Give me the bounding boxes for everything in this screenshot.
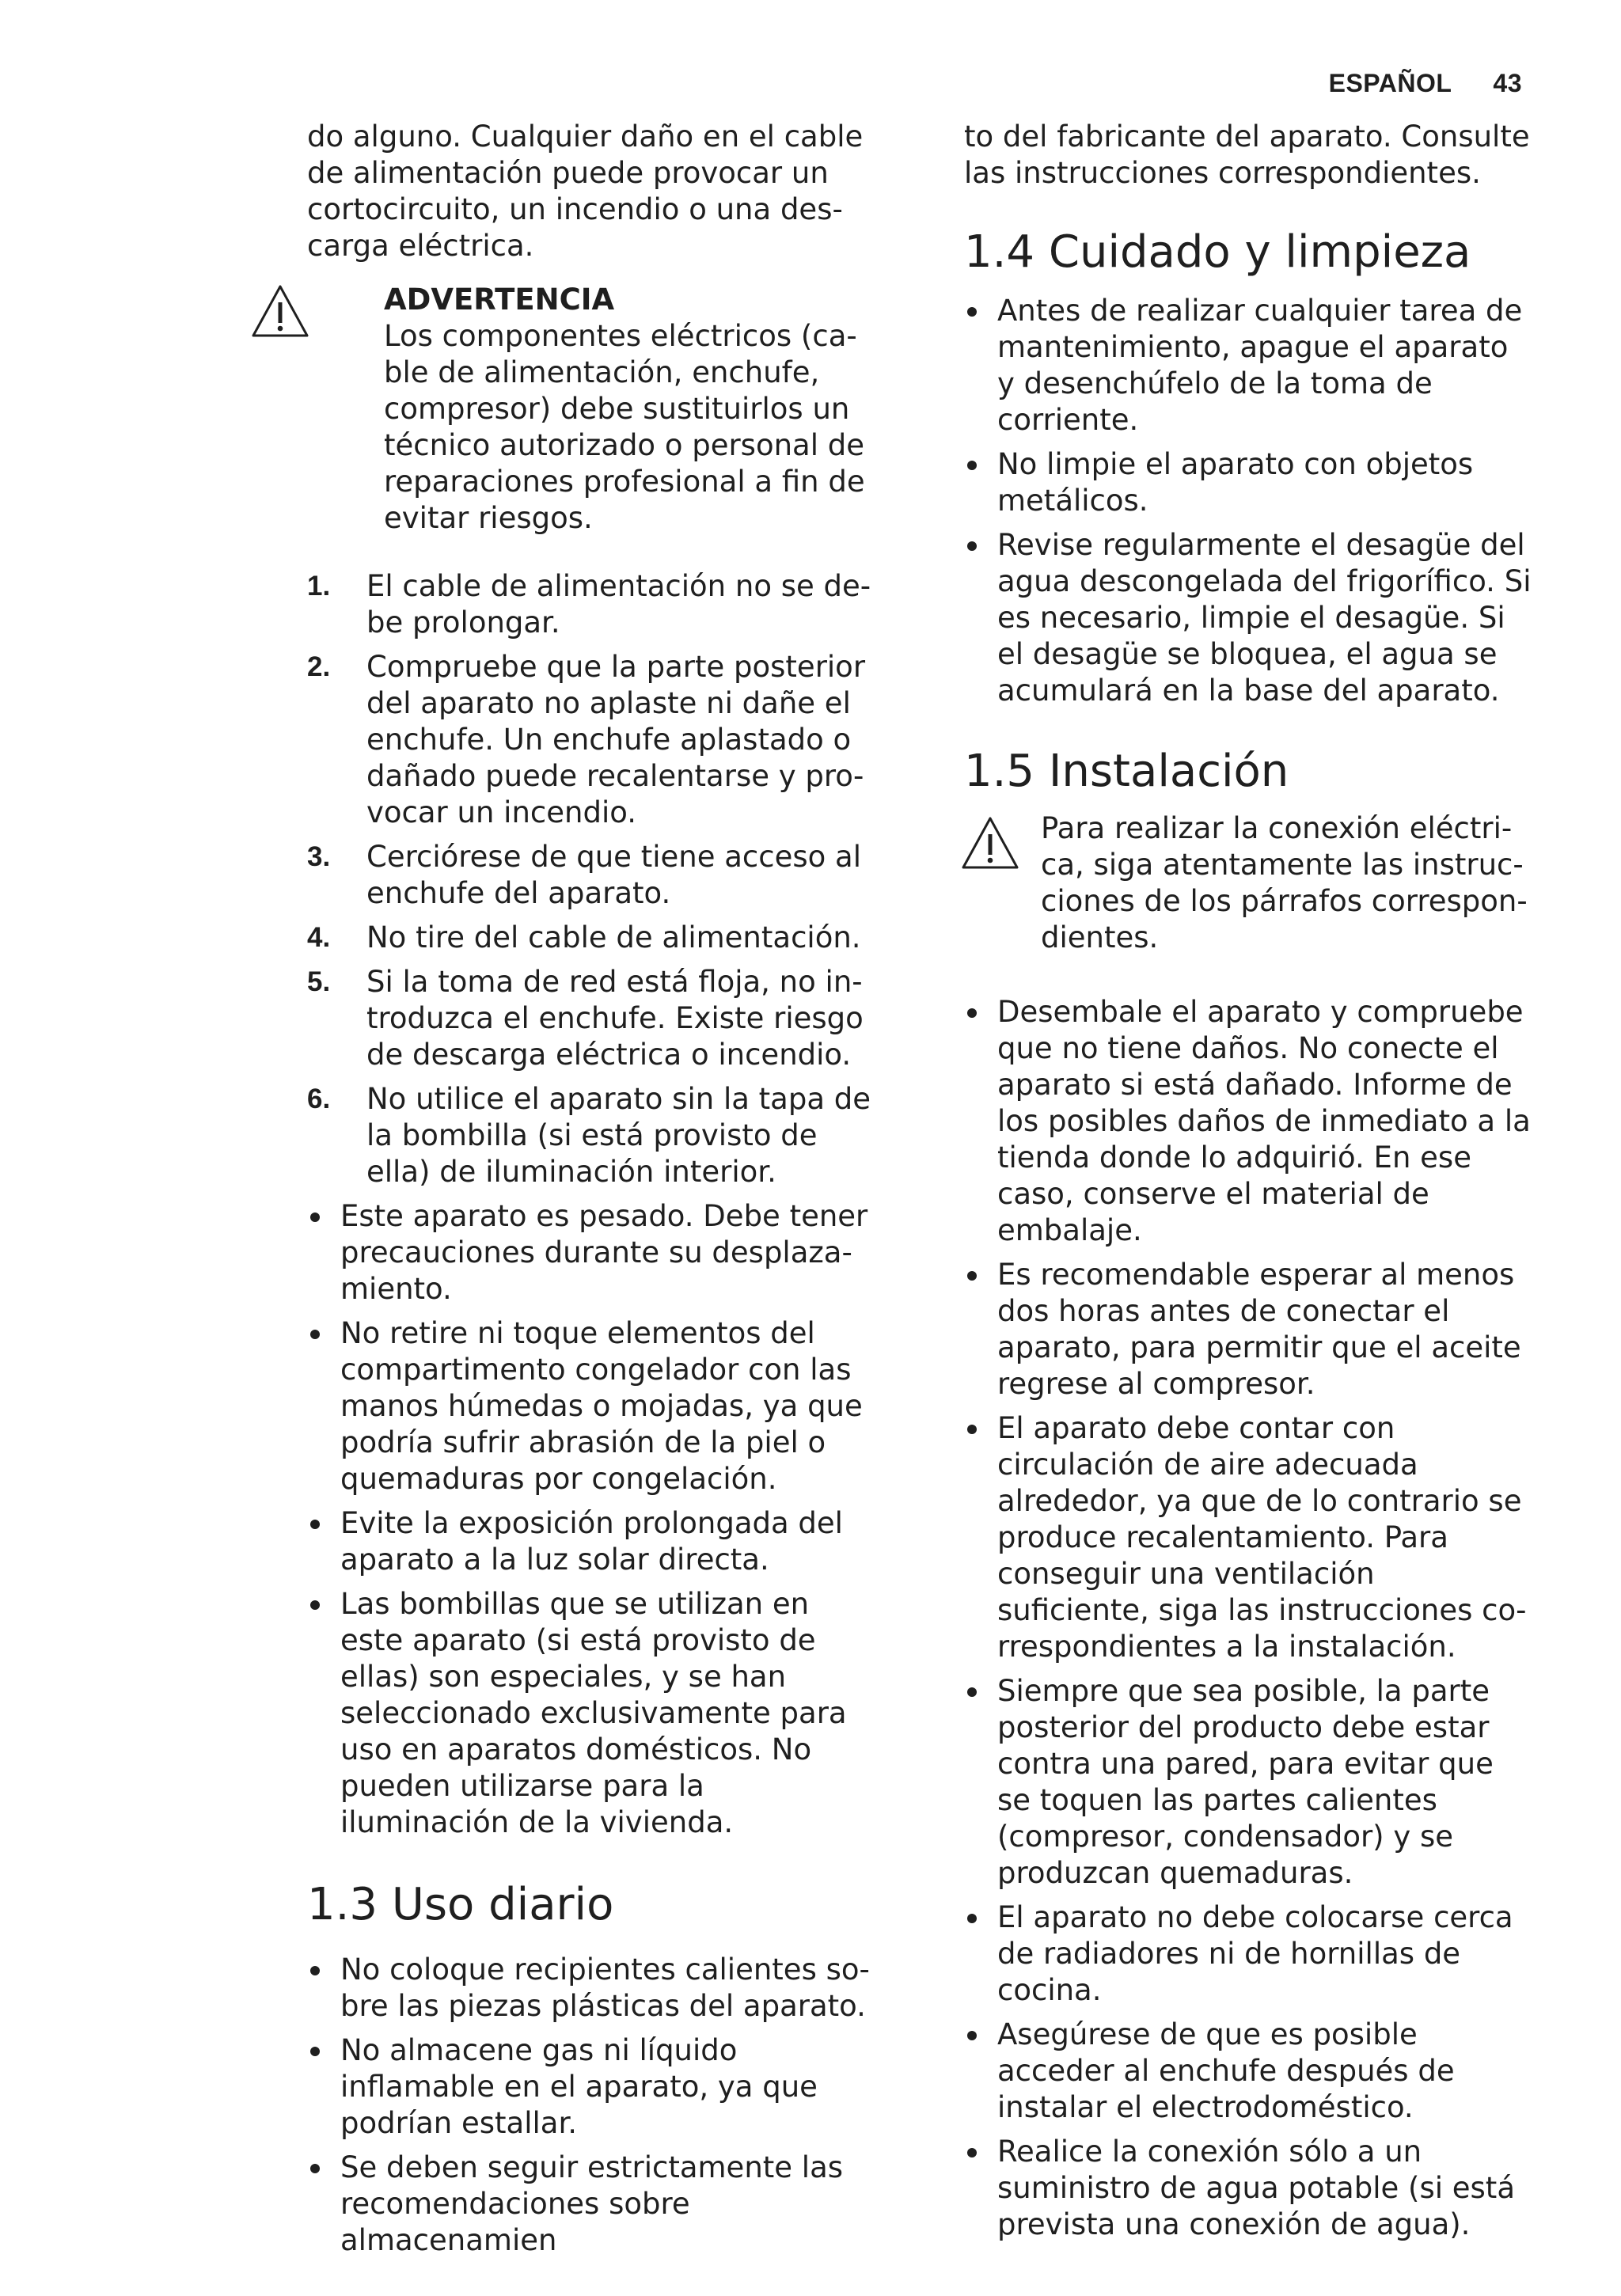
warning-title: ADVERTENCIA	[384, 283, 615, 317]
bullet-item: Las bombillas que se utilizan en este aparato (si está provisto de ellas) son especiales, y se han seleccionado exclusivamente para uso en aparatos domésticos. No pueden utilizarse para la iluminación de la vivienda.	[307, 1586, 877, 1841]
bullet-list-cuidado-limpieza	[964, 293, 1534, 709]
bullet-item: Desembale el aparato y compruebe que no tiene daños. No conecte el aparato si está dañado. Informe de los posibles daños de inmediato a la tienda donde lo adquirió. En ese caso, conserve el material de embalaje.	[964, 994, 1534, 1249]
bullet-item: No almacene gas ni líquido inflamable en el aparato, ya que podrían estallar.	[307, 2032, 877, 2142]
bullet-list-instalacion	[964, 994, 1534, 2243]
list-item-text: El cable de alimentación no se debe prolongar.	[366, 569, 871, 639]
warning-text: Los componentes eléctricos (cable de alimentación, enchufe, compresor) debe sustituirlos un técnico autorizado o personal de reparaciones profesional a fin de evitar riesgos.	[384, 319, 865, 535]
bullet-item: Es recomendable esperar al menos dos horas antes de conectar el aparato, para permitir que el aceite regrese al compresor.	[964, 1257, 1534, 1402]
warning-box	[307, 282, 877, 537]
right-column	[964, 119, 1534, 2251]
warning-triangle-icon	[960, 814, 1020, 874]
list-number: 2.	[307, 651, 331, 682]
bullet-item: Este aparato es pesado. Debe tener precauciones durante su desplazamiento.	[307, 1198, 877, 1307]
right-intro-paragraph: to del fabricante del aparato. Consulte las instrucciones correspondientes.	[964, 120, 1530, 190]
list-item	[307, 920, 877, 956]
list-number: 5.	[307, 966, 331, 997]
bullet-item: Evite la exposición prolongada del aparato a la luz solar directa.	[307, 1505, 877, 1578]
page-number: 43	[1493, 68, 1522, 97]
warning-triangle-icon	[250, 282, 310, 342]
bullet-item: No coloque recipientes calientes sobre las piezas plásticas del aparato.	[307, 1952, 877, 2025]
list-item	[307, 649, 877, 831]
bullet-item: El aparato debe contar con circulación de aire adecuada alrededor, ya que de lo contrario se produce recalentamiento. Para conseguir una ventilación suficiente, siga las instrucciones correspondientes a la instalación.	[964, 1410, 1534, 1665]
left-intro-paragraph: do alguno. Cualquier daño en el cable de alimentación puede provocar un cortocircuito, un incendio o una descarga eléctrica.	[307, 120, 864, 263]
list-item-text: No tire del cable de alimentación.	[366, 920, 861, 954]
list-item	[307, 964, 877, 1073]
bullet-item: Antes de realizar cualquier tarea de mantenimiento, apague el aparato y desenchúfelo de la toma de corriente.	[964, 293, 1534, 438]
bullet-item: Siempre que sea posible, la parte posterior del producto debe estar contra una pared, para evitar que se toquen las partes calientes (compresor, condensador) y se produzcan quemaduras.	[964, 1673, 1534, 1892]
numbered-list	[307, 568, 877, 1190]
list-item	[307, 1081, 877, 1190]
list-item-text: Compruebe que la parte posterior del aparato no aplaste ni dañe el enchufe. Un enchufe aplastado o dañado puede recalentarse y provocar un incendio.	[366, 650, 866, 829]
bullet-item: Realice la conexión sólo a un suministro de agua potable (si está prevista una conexión de agua).	[964, 2134, 1534, 2243]
installation-warning-note	[964, 810, 1534, 956]
section-heading-cuidado-limpieza: 1.4 Cuidado y limpieza	[964, 226, 1471, 278]
bullet-item: Revise regularmente el desagüe del agua descongelada del frigorífico. Si es necesario, limpie el desagüe. Si el desagüe se bloquea, el agua se acumulará en la base del aparato.	[964, 527, 1534, 709]
list-item	[307, 568, 877, 641]
bullet-list-uso-diario	[307, 1952, 877, 2259]
bullet-item: El aparato no debe colocarse cerca de radiadores ni de hornillas de cocina.	[964, 1899, 1534, 2009]
note-text: Para realizar la conexión eléctrica, siga atentamente las instrucciones de los párrafos correspondientes.	[1041, 811, 1528, 954]
section-heading-uso-diario: 1.3 Uso diario	[307, 1879, 614, 1930]
header-language: ESPAÑOL	[1328, 68, 1452, 97]
bullet-item: Asegúrese de que es posible acceder al enchufe después de instalar el electrodoméstico.	[964, 2017, 1534, 2126]
list-item-text: Si la toma de red está floja, no introduzca el enchufe. Existe riesgo de descarga eléctrica o incendio.	[366, 965, 864, 1072]
bullet-item: No limpie el aparato con objetos metálicos.	[964, 446, 1534, 519]
list-item	[307, 839, 877, 912]
bullet-item: Se deben seguir estrictamente las recomendaciones sobre almacenamien	[307, 2150, 877, 2259]
bullet-item: No retire ni toque elementos del compartimento congelador con las manos húmedas o mojadas, ya que podría sufrir abrasión de la piel o quemaduras por congelación.	[307, 1315, 877, 1497]
list-item-text: Cerciórese de que tiene acceso al enchufe del aparato.	[366, 840, 861, 910]
list-number: 3.	[307, 841, 331, 872]
list-number: 6.	[307, 1083, 331, 1114]
section-heading-instalacion: 1.5 Instalación	[964, 746, 1289, 797]
page-header	[1329, 63, 1522, 103]
left-column	[307, 119, 877, 2267]
list-number: 1.	[307, 571, 331, 602]
bullet-list	[307, 1198, 877, 1841]
list-number: 4.	[307, 922, 331, 953]
list-item-text: No utilice el aparato sin la tapa de la bombilla (si está provisto de ella) de iluminación interior.	[366, 1082, 871, 1189]
